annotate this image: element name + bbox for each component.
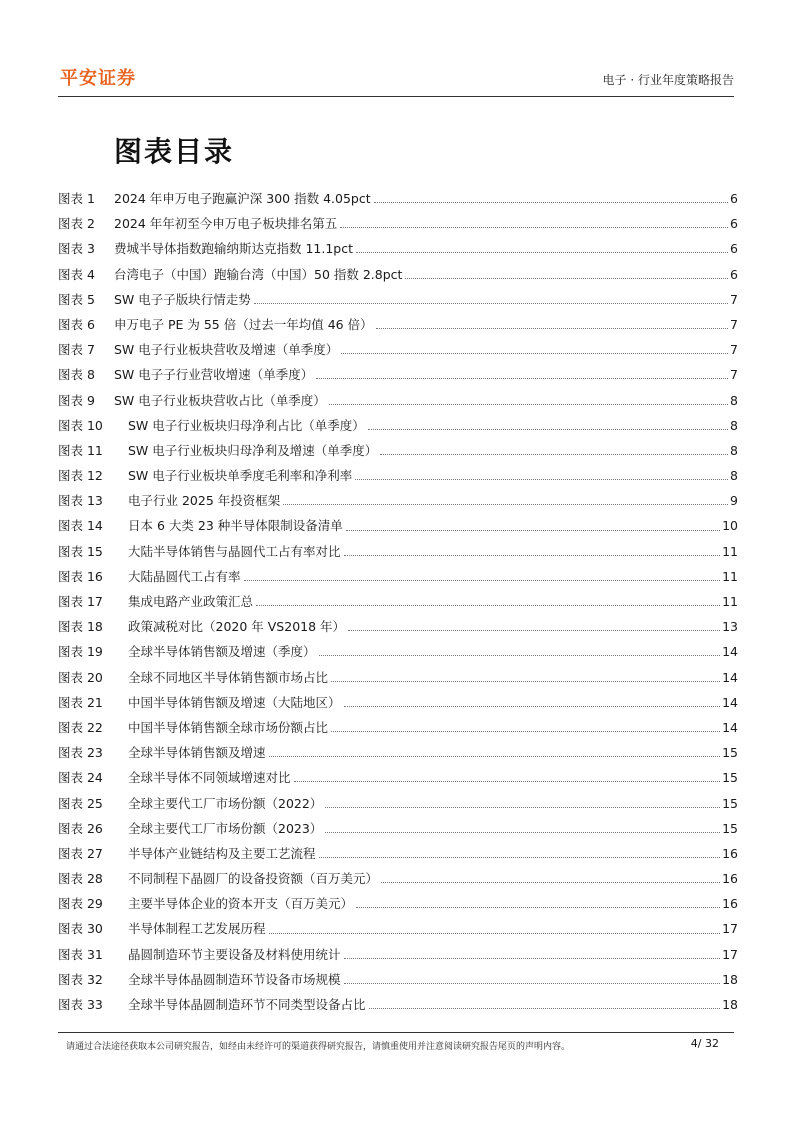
toc-entry-title: 晶圆制造环节主要设备及材料使用统计 bbox=[128, 946, 341, 962]
toc-dot-leader bbox=[369, 1008, 721, 1009]
toc-entry-page: 7 bbox=[730, 291, 738, 307]
toc-entry[interactable] bbox=[58, 312, 738, 337]
toc-entry-page: 10 bbox=[722, 518, 738, 534]
toc-entry-title: 政策减税对比（2020 年 VS2018 年） bbox=[128, 619, 346, 635]
toc-entry-body bbox=[128, 866, 738, 891]
toc-entry-title: SW 电子行业板块归母净利占比（单季度） bbox=[128, 417, 365, 433]
toc-entry-label: 图表 33 bbox=[58, 997, 103, 1012]
toc-dot-leader bbox=[380, 454, 728, 455]
toc-entry[interactable] bbox=[58, 690, 738, 715]
toc-entry-title: 全球主要代工厂市场份额（2022） bbox=[128, 795, 323, 811]
toc-entry-label: 图表 25 bbox=[58, 795, 103, 811]
toc-dot-leader bbox=[344, 706, 721, 707]
toc-entry-label: 图表 21 bbox=[58, 694, 103, 710]
toc-entry[interactable] bbox=[58, 564, 738, 589]
toc-entry-body bbox=[128, 891, 738, 916]
toc-dot-leader bbox=[381, 882, 720, 883]
toc-entry[interactable] bbox=[58, 236, 738, 261]
toc-entry-page: 8 bbox=[730, 392, 738, 408]
toc-entry-title: SW 电子行业板块营收占比（单季度） bbox=[114, 392, 326, 408]
toc-entry-page: 8 bbox=[730, 417, 738, 433]
toc-dot-leader bbox=[374, 202, 728, 203]
toc-dot-leader bbox=[331, 731, 720, 732]
page-title: 图表目录 bbox=[114, 135, 235, 168]
toc-entry-label: 图表 13 bbox=[58, 493, 103, 509]
toc-entry-label: 图表 22 bbox=[58, 719, 103, 735]
toc-dot-leader bbox=[344, 555, 721, 556]
toc-entry[interactable] bbox=[58, 665, 738, 690]
toc-entry-title: 半导体产业链结构及主要工艺流程 bbox=[128, 845, 316, 861]
toc-entry-body bbox=[128, 816, 738, 841]
toc-entry-label: 图表 8 bbox=[58, 367, 95, 383]
toc-entry-body bbox=[128, 740, 738, 765]
toc-dot-leader bbox=[256, 605, 720, 606]
toc-entry[interactable] bbox=[58, 992, 738, 1017]
toc-entry-title: 不同制程下晶圆厂的设备投资额（百万美元） bbox=[128, 871, 379, 887]
toc-entry-page: 14 bbox=[722, 694, 738, 710]
toc-entry-label: 图表 5 bbox=[58, 291, 95, 307]
toc-entry-page: 7 bbox=[730, 367, 738, 383]
toc-dot-leader bbox=[344, 958, 721, 959]
toc-entry-body bbox=[128, 967, 738, 992]
toc-dot-leader bbox=[269, 933, 721, 934]
toc-dot-leader bbox=[244, 580, 721, 581]
toc-entry-title: SW 电子行业板块归母净利及增速（单季度） bbox=[128, 442, 378, 458]
toc-entry-page: 14 bbox=[722, 669, 738, 685]
report-category: 电子 · 行业年度策略报告 bbox=[602, 73, 734, 87]
toc-entry[interactable] bbox=[58, 589, 738, 614]
toc-entry-page: 7 bbox=[730, 316, 738, 332]
toc-entry-label: 图表 29 bbox=[58, 896, 103, 912]
toc-entry-label: 图表 15 bbox=[58, 543, 103, 559]
toc-entry-label: 图表 1 bbox=[58, 191, 95, 206]
toc-entry-page: 18 bbox=[722, 971, 738, 987]
toc-entry-body bbox=[114, 236, 738, 261]
toc-dot-leader bbox=[348, 630, 720, 631]
toc-entry-page: 6 bbox=[730, 266, 738, 282]
toc-entry-body bbox=[128, 665, 738, 690]
toc-entry-body bbox=[114, 211, 738, 236]
toc-entry[interactable] bbox=[58, 765, 738, 790]
toc-entry-label: 图表 20 bbox=[58, 669, 103, 685]
toc-entry[interactable] bbox=[58, 337, 738, 362]
footer-disclaimer: 请通过合法途径获取本公司研究报告，如经由未经许可的渠道获得研究报告，请慎重使用并注意阅读研究报告尾页的声明内容。 bbox=[66, 1042, 571, 1052]
toc-entry-title: 中国半导体销售额全球市场份额占比 bbox=[128, 719, 329, 735]
toc-entry-page: 15 bbox=[722, 820, 738, 836]
toc-entry-body bbox=[128, 614, 738, 639]
toc-entry-label: 图表 7 bbox=[58, 342, 95, 358]
toc-entry[interactable] bbox=[58, 715, 738, 740]
toc-entry-body bbox=[114, 337, 738, 362]
toc-entry-page: 15 bbox=[722, 795, 738, 811]
toc-entry-label: 图表 23 bbox=[58, 745, 103, 761]
toc-entry-body bbox=[128, 841, 738, 866]
toc-entry-label: 图表 18 bbox=[58, 619, 103, 635]
toc-entry-page: 17 bbox=[722, 921, 738, 937]
toc-entry-label: 图表 17 bbox=[58, 594, 103, 609]
toc-dot-leader bbox=[283, 504, 728, 505]
toc-entry-body bbox=[114, 287, 738, 312]
toc-entry-body bbox=[128, 942, 738, 967]
toc-entry[interactable] bbox=[58, 916, 738, 941]
toc-entry-body bbox=[114, 312, 738, 337]
toc-entry-label: 图表 14 bbox=[58, 518, 103, 534]
toc-entry-page: 18 bbox=[722, 997, 738, 1012]
toc-entry[interactable] bbox=[58, 639, 738, 664]
toc-dot-leader bbox=[376, 328, 728, 329]
toc-entry-page: 9 bbox=[730, 493, 738, 509]
toc-entry-body bbox=[114, 186, 738, 211]
toc-entry-body bbox=[128, 992, 738, 1017]
toc-entry-title: 电子行业 2025 年投资框架 bbox=[128, 493, 281, 509]
toc-entry-body bbox=[128, 488, 738, 513]
toc-dot-leader bbox=[325, 832, 720, 833]
toc-entry-label: 图表 6 bbox=[58, 316, 95, 332]
toc-entry-page: 15 bbox=[722, 745, 738, 761]
toc-entry-title: 中国半导体销售额及增速（大陆地区） bbox=[128, 694, 341, 710]
toc-entry-label: 图表 10 bbox=[58, 417, 103, 433]
toc-entry-page: 11 bbox=[722, 568, 738, 584]
toc-entry[interactable] bbox=[58, 866, 738, 891]
toc-entry-page: 16 bbox=[722, 871, 738, 887]
toc-entry-body bbox=[128, 791, 738, 816]
footer-divider bbox=[58, 1032, 734, 1033]
toc-dot-leader bbox=[368, 429, 728, 430]
toc-entry-body bbox=[114, 262, 738, 287]
toc-entry-title: 大陆晶圆代工占有率 bbox=[128, 568, 241, 584]
toc-entry-label: 图表 19 bbox=[58, 644, 103, 660]
toc-entry-body bbox=[128, 438, 738, 463]
toc-dot-leader bbox=[355, 479, 728, 480]
toc-entry[interactable] bbox=[58, 816, 738, 841]
toc-entry-label: 图表 27 bbox=[58, 845, 103, 861]
toc-entry-page: 11 bbox=[722, 543, 738, 559]
toc-dot-leader bbox=[405, 278, 728, 279]
toc-entry-body bbox=[128, 513, 738, 538]
toc-dot-leader bbox=[331, 681, 720, 682]
toc-entry-label: 图表 31 bbox=[58, 946, 103, 962]
toc-entry-page: 13 bbox=[722, 619, 738, 635]
toc-dot-leader bbox=[344, 983, 721, 984]
toc-entry-title: 全球半导体不同领域增速对比 bbox=[128, 770, 291, 786]
toc-entry-body bbox=[128, 413, 738, 438]
toc-entry-body bbox=[128, 715, 738, 740]
header-divider bbox=[58, 96, 734, 97]
figure-toc-list bbox=[58, 186, 738, 1017]
toc-dot-leader bbox=[319, 655, 721, 656]
toc-entry-title: SW 电子行业板块单季度毛利率和净利率 bbox=[128, 468, 353, 484]
page-header bbox=[58, 62, 734, 98]
toc-entry[interactable] bbox=[58, 488, 738, 513]
toc-entry-body bbox=[128, 916, 738, 941]
toc-entry-label: 图表 16 bbox=[58, 568, 103, 584]
toc-entry-body bbox=[114, 362, 738, 387]
toc-dot-leader bbox=[356, 252, 728, 253]
toc-entry[interactable] bbox=[58, 614, 738, 639]
brand-logo: 平安证券 bbox=[60, 68, 136, 89]
toc-entry-page: 11 bbox=[722, 594, 738, 609]
toc-dot-leader bbox=[319, 857, 721, 858]
toc-entry[interactable] bbox=[58, 388, 738, 413]
toc-entry-title: 全球半导体销售额及增速（季度） bbox=[128, 644, 316, 660]
toc-entry[interactable] bbox=[58, 841, 738, 866]
toc-entry[interactable] bbox=[58, 967, 738, 992]
toc-entry-label: 图表 32 bbox=[58, 971, 103, 987]
toc-entry-title: 2024 年年初至今申万电子板块排名第五 bbox=[114, 216, 338, 232]
toc-entry[interactable] bbox=[58, 942, 738, 967]
toc-entry[interactable] bbox=[58, 438, 738, 463]
toc-entry-title: SW 电子子行业营收增速（单季度） bbox=[114, 367, 314, 383]
toc-entry[interactable] bbox=[58, 891, 738, 916]
toc-entry-label: 图表 12 bbox=[58, 468, 103, 484]
toc-entry-label: 图表 11 bbox=[58, 442, 103, 458]
toc-dot-leader bbox=[294, 781, 721, 782]
toc-entry-body bbox=[114, 388, 738, 413]
toc-entry-label: 图表 28 bbox=[58, 871, 103, 887]
toc-entry[interactable] bbox=[58, 463, 738, 488]
toc-entry-label: 图表 24 bbox=[58, 770, 103, 786]
toc-dot-leader bbox=[341, 353, 728, 354]
toc-entry-title: 主要半导体企业的资本开支（百万美元） bbox=[128, 896, 354, 912]
toc-entry-page: 6 bbox=[730, 216, 738, 232]
toc-dot-leader bbox=[325, 807, 720, 808]
toc-entry[interactable] bbox=[58, 413, 738, 438]
toc-entry[interactable] bbox=[58, 539, 738, 564]
toc-entry[interactable] bbox=[58, 211, 738, 236]
toc-entry-body bbox=[128, 589, 738, 614]
toc-dot-leader bbox=[329, 404, 728, 405]
toc-entry-title: 日本 6 大类 23 种半导体限制设备清单 bbox=[128, 518, 343, 534]
toc-entry-page: 17 bbox=[722, 946, 738, 962]
toc-dot-leader bbox=[316, 378, 728, 379]
toc-entry-title: 集成电路产业政策汇总 bbox=[128, 594, 254, 609]
toc-entry[interactable] bbox=[58, 740, 738, 765]
toc-entry-body bbox=[128, 463, 738, 488]
toc-entry-page: 8 bbox=[730, 442, 738, 458]
toc-entry-label: 图表 4 bbox=[58, 266, 95, 282]
toc-entry-title: 半导体制程工艺发展历程 bbox=[128, 921, 266, 937]
toc-entry-page: 8 bbox=[730, 468, 738, 484]
toc-dot-leader bbox=[340, 227, 728, 228]
toc-entry[interactable] bbox=[58, 791, 738, 816]
toc-entry-label: 图表 9 bbox=[58, 392, 95, 408]
toc-entry-body bbox=[128, 690, 738, 715]
toc-entry-title: 全球不同地区半导体销售额市场占比 bbox=[128, 669, 329, 685]
toc-dot-leader bbox=[346, 530, 720, 531]
toc-entry-page: 16 bbox=[722, 896, 738, 912]
toc-entry-body bbox=[128, 765, 738, 790]
toc-entry-page: 15 bbox=[722, 770, 738, 786]
toc-entry[interactable] bbox=[58, 262, 738, 287]
toc-entry-page: 14 bbox=[722, 719, 738, 735]
toc-entry-page: 7 bbox=[730, 342, 738, 358]
toc-entry-body bbox=[128, 564, 738, 589]
toc-entry-page: 16 bbox=[722, 845, 738, 861]
toc-entry-title: 大陆半导体销售与晶圆代工占有率对比 bbox=[128, 543, 341, 559]
toc-entry[interactable] bbox=[58, 186, 738, 211]
toc-entry-title: SW 电子行业板块营收及增速（单季度） bbox=[114, 342, 339, 358]
toc-entry-label: 图表 26 bbox=[58, 820, 103, 836]
toc-dot-leader bbox=[356, 907, 720, 908]
toc-entry[interactable] bbox=[58, 513, 738, 538]
toc-entry-page: 14 bbox=[722, 644, 738, 660]
page-number: 4/ 32 bbox=[690, 1037, 719, 1050]
toc-dot-leader bbox=[254, 303, 728, 304]
toc-entry-label: 图表 3 bbox=[58, 241, 95, 257]
toc-entry-title: 全球半导体晶圆制造环节设备市场规模 bbox=[128, 971, 341, 987]
toc-entry-label: 图表 2 bbox=[58, 216, 95, 232]
toc-dot-leader bbox=[269, 756, 721, 757]
toc-entry[interactable] bbox=[58, 362, 738, 387]
toc-entry-page: 6 bbox=[730, 191, 738, 206]
toc-entry[interactable] bbox=[58, 287, 738, 312]
toc-entry-body bbox=[128, 639, 738, 664]
toc-entry-title: 全球主要代工厂市场份额（2023） bbox=[128, 820, 323, 836]
toc-entry-title: 2024 年申万电子跑赢沪深 300 指数 4.05pct bbox=[114, 191, 371, 206]
toc-entry-page: 6 bbox=[730, 241, 738, 257]
toc-entry-title: 台湾电子（中国）跑输台湾（中国）50 指数 2.8pct bbox=[114, 266, 403, 282]
toc-entry-title: 全球半导体晶圆制造环节不同类型设备占比 bbox=[128, 997, 366, 1012]
toc-entry-title: SW 电子子版块行情走势 bbox=[114, 291, 251, 307]
toc-entry-body bbox=[128, 539, 738, 564]
toc-entry-title: 申万电子 PE 为 55 倍（过去一年均值 46 倍） bbox=[114, 316, 373, 332]
toc-entry-title: 全球半导体销售额及增速 bbox=[128, 745, 266, 761]
toc-entry-title: 费城半导体指数跑输纳斯达克指数 11.1pct bbox=[114, 241, 354, 257]
toc-entry-label: 图表 30 bbox=[58, 921, 103, 937]
